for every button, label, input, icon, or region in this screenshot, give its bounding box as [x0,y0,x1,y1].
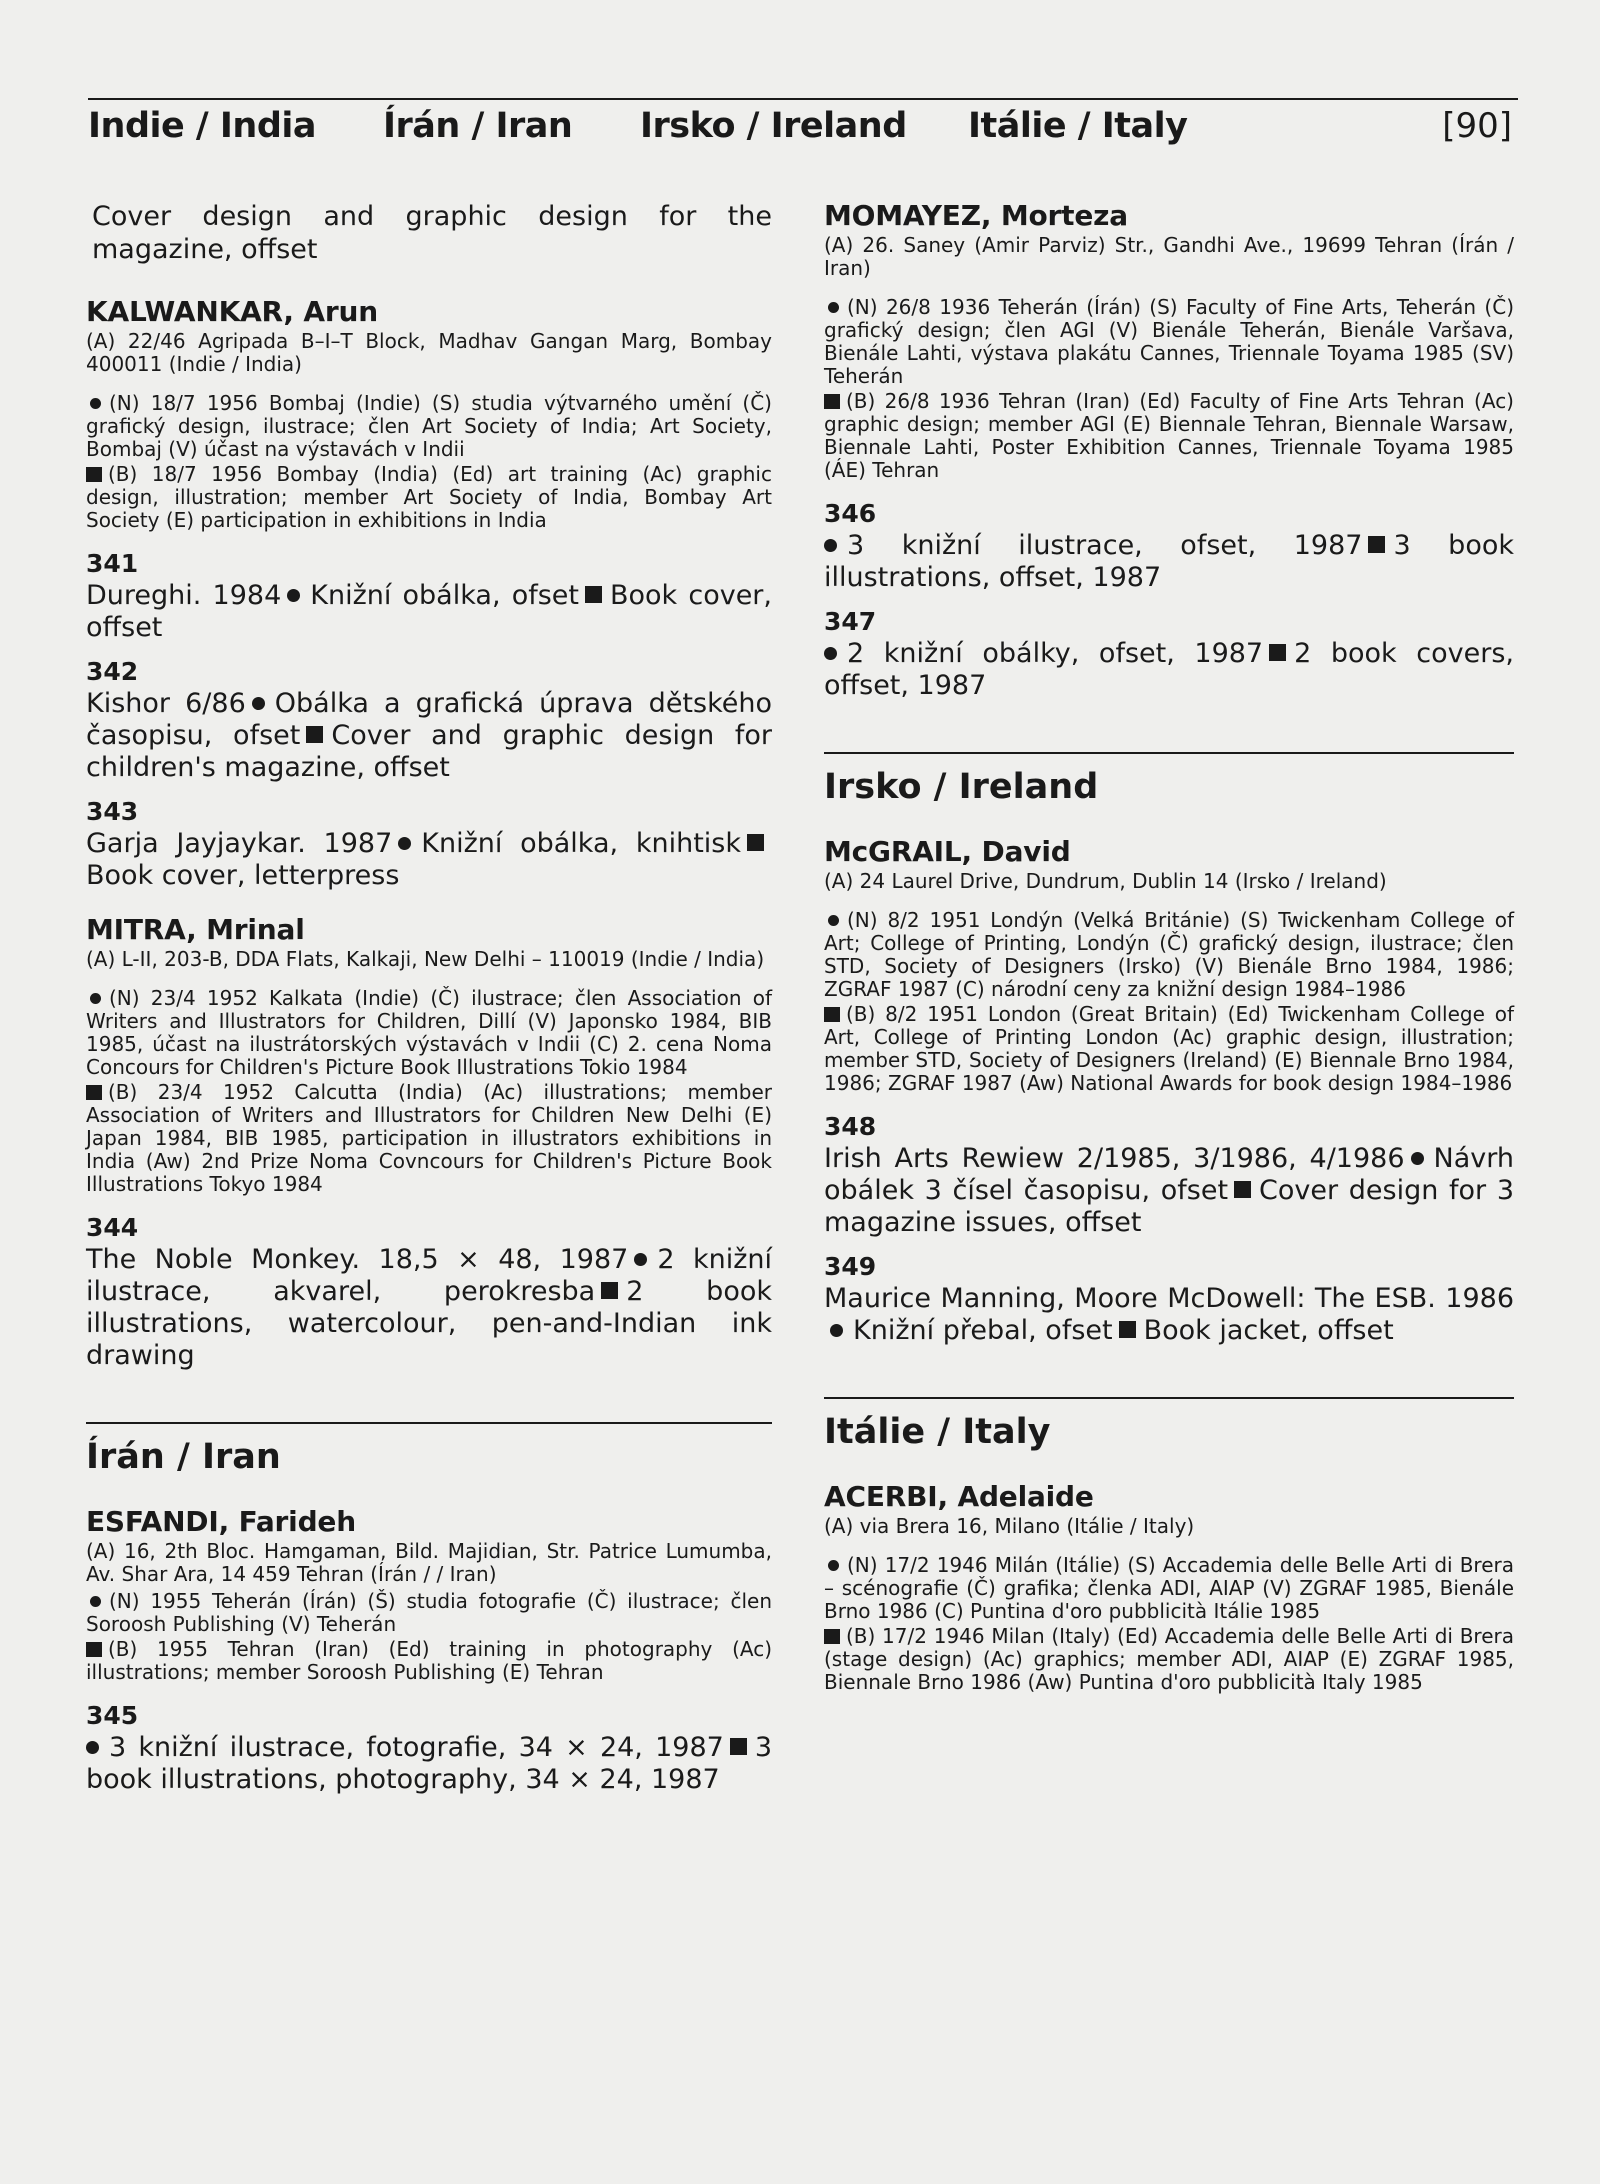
dot-icon [824,539,837,552]
bio-czech: (N) 26/8 1936 Teherán (Írán) (S) Faculty of Fine Arts, Teherán (Č) grafický design; člen AGI (V) Bienále Teherán, Bienále Varšava, Bienále Lahti, výstava plakátu Cannes, Triennale Toyama 1985 (SV) Teherán [824,295,1514,388]
section-title: Itálie / Italy [824,1412,1051,1452]
dot-icon [824,647,837,660]
artist-name: ACERBI, Adelaide [824,1480,1094,1513]
bio-english: (B) 1955 Tehran (Iran) (Ed) training in photography (Ac) illustrations; member Soroosh Publishing (E) Tehran [86,1637,772,1684]
artist-entry-kalwankar [86,296,772,532]
bio-czech: (N) 1955 Teherán (Írán) (Š) studia fotografie (Č) ilustrace; člen Soroosh Publishing (V) Teherán [86,1589,772,1636]
bio-czech: (N) 23/4 1952 Kalkata (Indie) (Č) ilustrace; člen Association of Writers and Illustrators for Children, Dillí (V) Japonsko 1984, BIB 1985, účast na ilustrátorských výstavách v Indii (C) 2. cena Noma Concours for Children's Picture Book Illustrations Tokio 1984 [86,986,772,1079]
dot-icon [90,993,101,1004]
dot-icon [90,1596,101,1607]
work-description: 3 knižní ilustrace, ofset, 1987 3 book illustrations, offset, 1987 [824,530,1514,593]
section-italy [824,1397,1514,1694]
work-description: The Noble Monkey. 18,5 × 48, 1987 2 knižní ilustrace, akvarel, perokresba 2 book illustrations, watercolour, pen-and-Indian ink drawing [86,1244,772,1371]
header-iran: Írán / Iran [383,106,573,146]
square-icon [824,1629,840,1644]
artist-address: (A) 22/46 Agripada B–I–T Block, Madhav Gangan Marg, Bombay 400011 (Indie / India) [86,329,772,376]
square-icon [306,726,323,743]
artist-entry-esfandi [86,1506,772,1684]
bio-english: (B) 26/8 1936 Tehran (Iran) (Ed) Faculty of Fine Arts Tehran (Ac) graphic design; member AGI (E) Biennale Tehran, Biennale Warsaw, Biennale Lahti, Poster Exhibition Cannes, Triennale Toyama 1985 (ÁE) Tehran [824,389,1514,482]
dot-icon [398,837,411,850]
left-column [86,200,772,1810]
continued-text: Cover design and graphic design for the magazine, offset [92,201,772,265]
work-description: Maurice Manning, Moore McDowell: The ESB. 1986Knižní přebal, ofset Book jacket, offset [824,1283,1514,1346]
dot-icon [634,1253,647,1266]
work-description: Kishor 6/86 Obálka a grafická úprava dětského časopisu, ofset Cover and graphic design for children's magazine, offset [86,688,773,783]
dot-icon [828,915,839,926]
square-icon [585,586,602,603]
work-number: 344 [86,1213,139,1242]
square-icon [824,394,840,409]
section-title: Irsko / Ireland [824,767,1099,807]
artist-name: KALWANKAR, Arun [86,295,378,328]
bio-english: (B) 8/2 1951 London (Great Britain) (Ed) Twickenham College of Art, College of Printing London (Ac) graphic design, illustration; member STD, Society of Designers (Ireland) (E) Biennale Brno 1984, 1986; ZGRAF 1987 (Aw) National Awards for book design 1984–1986 [824,1002,1514,1095]
artist-name: MITRA, Mrinal [86,913,305,946]
square-icon [86,467,102,482]
work-description: Dureghi. 1984 Knižní obálka, ofset Book cover, offset [86,580,772,643]
artist-name: ESFANDI, Farideh [86,1505,356,1538]
work-number: 342 [86,657,139,686]
work-number: 343 [86,797,139,826]
dot-icon [287,589,300,602]
square-icon [86,1085,102,1100]
artist-address: (A) 24 Laurel Drive, Dundrum, Dublin 14 (Irsko / Ireland) [824,869,1387,893]
bio-czech: (N) 8/2 1951 Londýn (Velká Británie) (S) Twickenham College of Art; College of Printing, Londýn (Č) grafický design, ilustrace; člen STD, Society of Designers (Irsko) (V) Bienále Brno 1984, 1986; ZGRAF 1987 (C) národní ceny za knižní design 1984–1986 [824,908,1514,1001]
square-icon [1119,1321,1136,1338]
work-number: 347 [824,607,877,636]
square-icon [730,1738,747,1755]
header-italy: Itálie / Italy [968,106,1188,146]
square-icon [86,1642,102,1657]
dot-icon [90,398,101,409]
work-number: 341 [86,549,139,578]
dot-icon [86,1741,99,1754]
artist-entry-acerbi [824,1481,1514,1694]
work-number: 349 [824,1252,877,1281]
square-icon [824,1007,840,1022]
page-number: [90] [1442,106,1512,146]
artist-address: (A) via Brera 16, Milano (Itálie / Italy) [824,1514,1195,1538]
artist-name: MOMAYEZ, Morteza [824,199,1128,232]
work-number: 346 [824,499,877,528]
work-description: 2 knižní obálky, ofset, 1987 2 book covers, offset, 1987 [824,638,1514,701]
work-description: Garja Jayjaykar. 1987 Knižní obálka, knihtiskBook cover, letterpress [86,828,772,892]
section-iran [86,1422,772,1796]
running-header [88,98,1518,152]
dot-icon [1411,1152,1424,1165]
square-icon [601,1282,618,1299]
header-ireland: Irsko / Ireland [640,106,907,146]
bio-english: (B) 18/7 1956 Bombay (India) (Ed) art training (Ac) graphic design, illustration; member Art Society of India, Bombay Art Society (E) participation in exhibitions in India [86,462,772,532]
artist-entry-mitra [86,914,772,1196]
artist-address: (A) 26. Saney (Amir Parviz) Str., Gandhi Ave., 19699 Tehran (Írán / Iran) [824,233,1514,280]
artist-address: (A) L-II, 203-B, DDA Flats, Kalkaji, New Delhi – 110019 (Indie / India) [86,947,765,971]
artist-entry-mcgrail [824,836,1514,1095]
square-icon [747,834,764,851]
work-number: 348 [824,1112,877,1141]
bio-czech: (N) 18/7 1956 Bombaj (Indie) (S) studia výtvarného umění (Č) grafický design, ilustrace; člen Art Society of India; Art Society, Bombaj (V) účast na výstavách v Indii [86,391,772,461]
section-ireland [824,752,1514,1347]
artist-entry-momayez [824,200,1514,482]
dot-icon [828,302,839,313]
header-india: Indie / India [88,106,316,146]
bio-czech: (N) 17/2 1946 Milán (Itálie) (S) Accademia delle Belle Arti di Brera – scénografie (Č) grafika; členka ADI, AIAP (V) ZGRAF 1985, Bienále Brno 1986 (C) Puntina d'oro pubblicità Itálie 1985 [824,1553,1514,1623]
dot-icon [828,1560,839,1571]
work-number: 345 [86,1701,139,1730]
artist-address: (A) 16, 2th Bloc. Hamgaman, Bild. Majidian, Str. Patrice Lumumba, Av. Shar Ara, 14 459 Tehran (Írán / / Iran) [86,1539,772,1586]
square-icon [1368,536,1385,553]
square-icon [1269,644,1286,661]
artist-name: McGRAIL, David [824,835,1071,868]
dot-icon [252,697,265,710]
square-icon [1234,1181,1251,1198]
bio-english: (B) 23/4 1952 Calcutta (India) (Ac) illustrations; member Association of Writers and Illustrators for Children New Delhi (E) Japan 1984, BIB 1985, participation in illustrators exhibitions in India (Aw) 2nd Prize Noma Covncours for Children's Picture Book Illustrations Tokyo 1984 [86,1080,772,1196]
right-column [824,200,1514,1712]
section-title: Írán / Iran [86,1437,281,1477]
bio-english: (B) 17/2 1946 Milan (Italy) (Ed) Accademia delle Belle Arti di Brera (stage design) (Ac) graphics; member ADI, AIAP (E) ZGRAF 1985, Biennale Brno 1986 (Aw) Puntina d'oro pubblicità Italy 1985 [824,1624,1514,1694]
dot-icon [830,1324,843,1337]
work-description: Irish Arts Rewiew 2/1985, 3/1986, 4/1986 Návrh obálek 3 čísel časopisu, ofset Cover design for 3 magazine issues, offset [824,1143,1514,1238]
work-description: 3 knižní ilustrace, fotografie, 34 × 24, 1987 3 book illustrations, photography, 34 × 24, 1987 [86,1732,772,1795]
